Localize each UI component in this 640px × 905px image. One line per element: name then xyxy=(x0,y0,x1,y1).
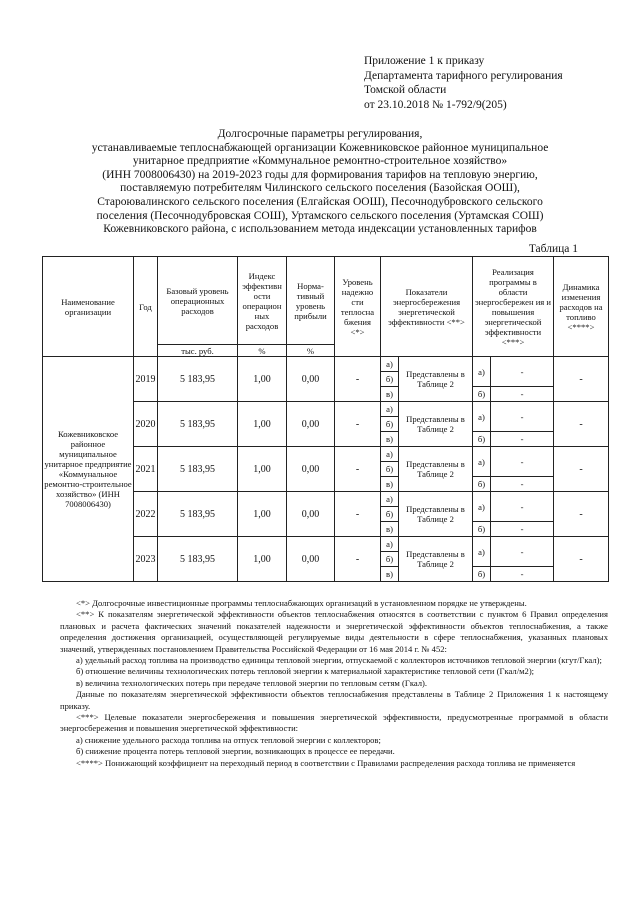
year-cell: 2021 xyxy=(134,447,158,492)
note: <***> Целевые показатели энергосбережения и повышения энергетической эффективности, предусмотренные программой в области энергосбережения и повышения энергетической эффективности: xyxy=(60,712,608,734)
program-value: - xyxy=(491,432,554,447)
dynamics-cell: - xyxy=(554,447,609,492)
order-header xyxy=(364,54,563,112)
col-head-dynamics: Динамика изменения расходов на топливо <****> xyxy=(554,257,609,357)
base-cell: 5 183,95 xyxy=(158,357,238,402)
title-line: Кожевниковского района, с использованием метода индексации установленных тарифов xyxy=(103,223,537,236)
header-line: Департамента тарифного регулирования xyxy=(364,69,563,82)
col-head-org: Наименование организации xyxy=(43,257,134,357)
year-cell: 2023 xyxy=(134,537,158,582)
program-letter: а) xyxy=(473,447,491,477)
program-value: - xyxy=(491,357,554,387)
table-body xyxy=(43,257,609,582)
title-line: поставляемую потребителям Чилинского сельского поселения (Базойская ООШ), xyxy=(120,182,520,195)
title-line: Долгосрочные параметры регулирования, xyxy=(217,128,423,140)
base-cell: 5 183,95 xyxy=(158,537,238,582)
energy-text: Представлены в Таблице 2 xyxy=(399,447,473,492)
note: <****> Понижающий коэффициент на переходный период в соответствии с Правилами распределения расхода топлива не применяется xyxy=(76,757,576,768)
footnotes xyxy=(60,598,608,769)
profit-cell: 0,00 xyxy=(287,447,335,492)
profit-cell: 0,00 xyxy=(287,537,335,582)
col-head-index: Индекс эффективн ости операцион ных расходов xyxy=(238,257,287,345)
energy-letter: в) xyxy=(381,387,399,402)
dynamics-cell: - xyxy=(554,357,609,402)
energy-letter: а) xyxy=(381,447,399,462)
energy-letter: а) xyxy=(381,402,399,417)
energy-letter: б) xyxy=(381,507,399,522)
note: в) величина технологических потерь при передаче тепловой энергии по тепловым сетям (Гкал). xyxy=(76,677,428,688)
note: б) снижение процента потерь тепловой энергии, возникающих в процессе ее передачи. xyxy=(76,746,395,757)
unit-base: тыс. руб. xyxy=(158,345,238,357)
unit-profit: % xyxy=(287,345,335,357)
year-cell: 2022 xyxy=(134,492,158,537)
program-letter: б) xyxy=(473,387,491,402)
program-letter: а) xyxy=(473,402,491,432)
header-row xyxy=(43,257,609,345)
col-head-base: Базовый уровень операционных расходов xyxy=(158,257,238,345)
program-value: - xyxy=(491,522,554,537)
year-cell: 2020 xyxy=(134,402,158,447)
program-letter: б) xyxy=(473,522,491,537)
energy-text: Представлены в Таблице 2 xyxy=(399,492,473,537)
program-value: - xyxy=(491,537,554,567)
title-line: устанавливаемые теплоснабжающей организации Кожевниковское районное муниципальное xyxy=(91,141,549,154)
index-cell: 1,00 xyxy=(238,492,287,537)
index-cell: 1,00 xyxy=(238,357,287,402)
reliability-cell: - xyxy=(335,402,381,447)
energy-letter: б) xyxy=(381,462,399,477)
note: а) удельный расход топлива на производство единицы тепловой энергии, отпускаемой с коллекторов источников тепловой энергии (кгут/Гкал); xyxy=(76,655,602,666)
title-line: унитарное предприятие «Коммунальное ремонтно-строительное хозяйство» xyxy=(132,155,508,168)
header-line: от 23.10.2018 № 1-792/9(205) xyxy=(364,98,507,111)
index-cell: 1,00 xyxy=(238,447,287,492)
profit-cell: 0,00 xyxy=(287,402,335,447)
profit-cell: 0,00 xyxy=(287,357,335,402)
program-value: - xyxy=(491,567,554,582)
col-head-year: Год xyxy=(134,257,158,357)
reliability-cell: - xyxy=(335,492,381,537)
profit-cell: 0,00 xyxy=(287,492,335,537)
program-value: - xyxy=(491,402,554,432)
note: <**> К показателям энергетической эффективности объектов теплоснабжения относятся в соответствии с пунктом 6 Правил определения плановых и расчета фактических значений показателей надежности и энергетической эффективности объектов теплоснабжения, а также определения достижения организацией, осуществляющей регулируемые виды деятельности в сфере теплоснабжения, указанных плановых значений, утвержденных постановлением Правительства Российской Федерации от 16 мая 2014 г. № 452: xyxy=(60,609,608,654)
program-letter: б) xyxy=(473,567,491,582)
index-cell: 1,00 xyxy=(238,402,287,447)
note: Данные по показателям энергетической эффективности объектов теплоснабжения представлены в Таблице 2 Приложения 1 к настоящему приказу. xyxy=(60,689,608,711)
header-line: Томской области xyxy=(364,84,447,96)
energy-letter: в) xyxy=(381,522,399,537)
program-value: - xyxy=(491,492,554,522)
program-letter: б) xyxy=(473,432,491,447)
energy-text: Представлены в Таблице 2 xyxy=(399,537,473,582)
program-value: - xyxy=(491,447,554,477)
program-letter: а) xyxy=(473,357,491,387)
base-cell: 5 183,95 xyxy=(158,447,238,492)
document-title xyxy=(40,128,600,237)
col-head-reliability: Уровень надежно сти теплосна бжения <*> xyxy=(335,257,381,357)
title-line: (ИНН 7008006430) на 2019-2023 годы для формирования тарифов на тепловую энергию, xyxy=(102,168,538,181)
program-value: - xyxy=(491,477,554,492)
col-head-programs: Реализация программы в области энергосбережен ия и повышения энергетической эффективности <***> xyxy=(473,257,554,357)
energy-letter: б) xyxy=(381,372,399,387)
org-name: Кожевниковское районное муниципальное унитарное предприятие «Коммунальное ремонтно-строительное хозяйство» (ИНН 7008006430) xyxy=(43,357,134,582)
year-cell: 2019 xyxy=(134,357,158,402)
energy-letter: в) xyxy=(381,477,399,492)
energy-text: Представлены в Таблице 2 xyxy=(399,357,473,402)
title-line: Староювалинского сельского поселения (Елгайская ООШ), Песочнодубровского сельского xyxy=(97,195,543,208)
note: а) снижение удельного расхода топлива на отпуск тепловой энергии с коллекторов; xyxy=(76,734,381,745)
dynamics-cell: - xyxy=(554,492,609,537)
energy-letter: б) xyxy=(381,552,399,567)
program-letter: а) xyxy=(473,537,491,567)
table-number: Таблица 1 xyxy=(528,243,578,255)
energy-letter: а) xyxy=(381,492,399,507)
energy-letter: в) xyxy=(381,432,399,447)
dynamics-cell: - xyxy=(554,402,609,447)
program-value: - xyxy=(491,387,554,402)
dynamics-cell: - xyxy=(554,537,609,582)
header-line: Приложение 1 к приказу xyxy=(364,55,485,67)
col-head-energy: Показатели энергосбережения энергетической эффективности <**> xyxy=(381,257,473,357)
energy-letter: а) xyxy=(381,537,399,552)
energy-letter: б) xyxy=(381,417,399,432)
reliability-cell: - xyxy=(335,357,381,402)
parameters-table xyxy=(42,256,609,582)
reliability-cell: - xyxy=(335,537,381,582)
note: б) отношение величины технологических потерь тепловой энергии к материальной характеристике тепловой сети (Гкал/м2); xyxy=(76,666,535,677)
energy-text: Представлены в Таблице 2 xyxy=(399,402,473,447)
col-head-profit: Норма-тивный уровень прибыли xyxy=(287,257,335,345)
reliability-cell: - xyxy=(335,447,381,492)
base-cell: 5 183,95 xyxy=(158,492,238,537)
energy-letter: а) xyxy=(381,357,399,372)
base-cell: 5 183,95 xyxy=(158,402,238,447)
unit-index: % xyxy=(238,345,287,357)
program-letter: б) xyxy=(473,477,491,492)
note: <*> Долгосрочные инвестиционные программы теплоснабжающих организаций в установленном порядке не утверждены. xyxy=(76,598,527,608)
table-row xyxy=(43,357,609,372)
index-cell: 1,00 xyxy=(238,537,287,582)
energy-letter: в) xyxy=(381,567,399,582)
title-line: поселения (Песочнодубровская СОШ), Уртамского сельского поселения (Уртамская СОШ) xyxy=(96,209,544,222)
program-letter: а) xyxy=(473,492,491,522)
